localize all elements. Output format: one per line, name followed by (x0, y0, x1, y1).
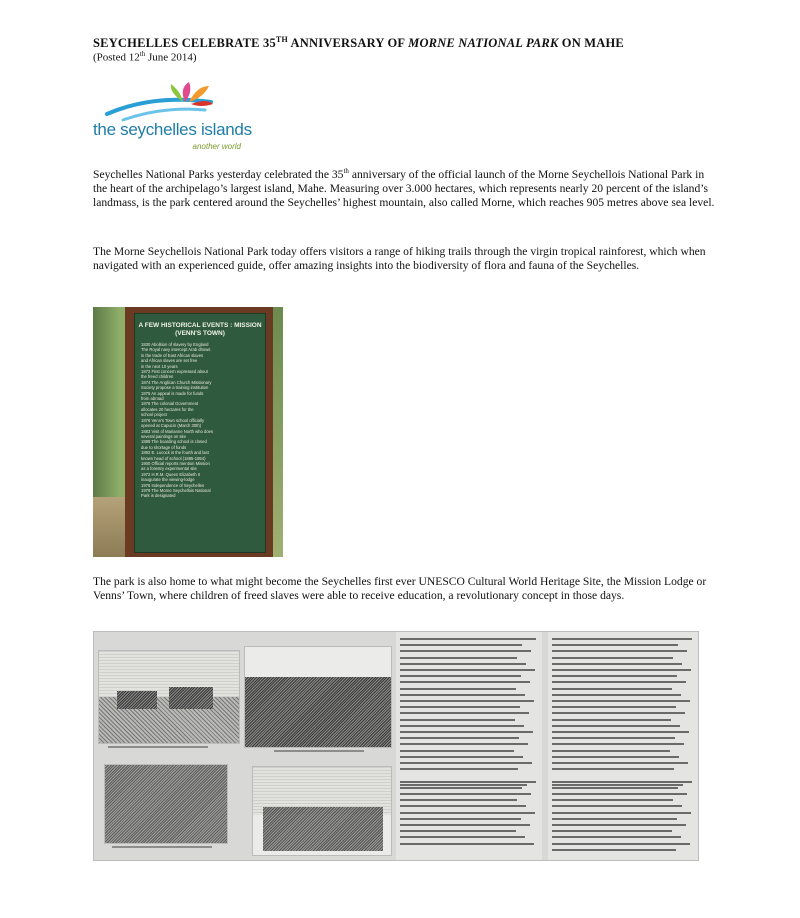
paragraph-hiking-trails: The Morne Seychellois National Park today offers visitors a range of hiking trails through the virgin tropical rainforest, which when navigated with an experienced guide, offer amazing insights into the biodiversity of flora and fauna of the Seychelles. (93, 245, 706, 273)
panel-text-line (400, 706, 520, 708)
panel-text-line (400, 694, 525, 696)
sign-event-line: Park is designated (141, 493, 176, 499)
sign-event-line: several paintings on site (141, 433, 186, 439)
panel-text-line (552, 725, 680, 727)
panel-text-line (552, 818, 677, 820)
headline-text: SEYCHELLES CELEBRATE 35 (93, 36, 276, 51)
engraving-village (98, 650, 240, 744)
panel-text-column-french (396, 632, 542, 860)
panel-text-line (552, 805, 682, 807)
panel-text-line (400, 750, 514, 752)
panel-text-line (400, 719, 515, 721)
panel-text-line (552, 737, 675, 739)
panel-text-line (552, 756, 679, 758)
engraving-classroom (244, 646, 392, 748)
sign-event-line: 1876 The colonial Government (141, 401, 199, 407)
posted-superscript: th (139, 50, 146, 58)
panel-text-line (552, 700, 690, 702)
sign-event-line: The Royal navy intercept Arab dhows (141, 347, 211, 353)
panel-text-line (400, 818, 521, 820)
headline-text-3: ON MAHE (558, 36, 624, 51)
panel-text-line (400, 787, 522, 789)
historical-sign-photo (93, 307, 283, 557)
sign-event-line: 1972 H.R.M. Queen Elizabeth II (141, 471, 201, 477)
panel-text-line (400, 756, 523, 758)
panel-text-line (552, 799, 673, 801)
sign-event-line: 1892 E. Lucock is the fourth and last (141, 450, 209, 456)
mission-history-panel-photo (93, 631, 699, 861)
panel-text-line (552, 731, 689, 733)
panel-text-line (400, 743, 528, 745)
sign-events-list (141, 342, 261, 499)
engraving-hut-2 (169, 687, 213, 709)
panel-text-line (552, 712, 685, 714)
sign-board (125, 307, 273, 557)
panel-text-line (400, 762, 532, 764)
panel-text-line (400, 793, 531, 795)
engraving-crowd (245, 677, 391, 747)
paragraph-anniversary (93, 168, 715, 211)
panel-text-line (552, 812, 691, 814)
paragraph-anniversary-superscript: th (343, 167, 349, 176)
panel-text-line (552, 719, 671, 721)
sign-event-line: 1883 Visit of Marianne North who does (141, 428, 214, 434)
engraving-caption-2 (274, 750, 364, 752)
panel-text-line (400, 644, 522, 646)
sign-panel (134, 313, 266, 553)
engraving-trees (105, 765, 227, 843)
sign-event-line: 1900 Official reports mention Mission (141, 460, 210, 466)
panel-text-line (400, 737, 519, 739)
panel-text-line (400, 731, 533, 733)
sign-event-line: due to shortage of funds (141, 444, 187, 450)
panel-text-line (552, 781, 692, 783)
logo-tagline: another world (192, 142, 241, 151)
panel-text-line (400, 843, 534, 845)
panel-text-line (552, 849, 676, 851)
panel-text-line (552, 824, 686, 826)
engraving-hut (117, 691, 157, 709)
sign-event-line: 1872 First concern expressed about (141, 369, 208, 375)
panel-text-line (400, 836, 525, 838)
posted-text: (Posted 12 (93, 51, 140, 64)
sign-event-line: in the next 10 years (141, 363, 178, 369)
panel-text-line (552, 675, 677, 677)
panel-text-line (552, 830, 672, 832)
posted-date (93, 50, 197, 64)
seychelles-logo (93, 80, 252, 158)
panel-text-line (400, 781, 536, 783)
panel-text-line (400, 805, 526, 807)
sign-event-line: from abroad (141, 396, 164, 402)
logo-swoosh-2 (123, 109, 205, 120)
panel-text-line (400, 700, 534, 702)
panel-text-line (400, 824, 530, 826)
sign-event-line: allocates 20 hectares for the (141, 406, 194, 412)
engraving-figures (263, 807, 383, 851)
headline-text-2: ANNIVERSARY OF (287, 36, 409, 51)
engraving-caption (108, 746, 208, 748)
paragraph-anniversary-text-2: anniversary of the official launch of the Morne Seychellois National Park in the heart of the archipelago’s largest island, Mahe. Measuring over 3.000 hectares, which represents nearly 20 percent of the island’s landmass, is the park centered around the Seychelles’ highest mountain, also called Morne, which reaches 905 metres above sea level. (93, 168, 715, 210)
panel-text-line (552, 663, 682, 665)
panel-text-line (552, 743, 684, 745)
logo-wordmark: the seychelles islands (93, 120, 252, 139)
paragraph-unesco: The park is also home to what might become the Seychelles first ever UNESCO Cultural World Heritage Site, the Mission Lodge or Venns’ Town, where children of freed slaves were able to receive education, a revolutionary concept in those days. (93, 575, 707, 603)
panel-text-line (400, 638, 536, 640)
headline (93, 35, 753, 51)
panel-text-line (552, 787, 678, 789)
panel-text-line (400, 657, 517, 659)
engraving-caption-3 (112, 846, 212, 848)
logo-graphic (93, 80, 243, 122)
engraving-forest (104, 764, 228, 844)
panel-text-line (400, 663, 526, 665)
sign-event-line: school project (141, 412, 167, 418)
panel-text-line (552, 657, 673, 659)
panel-text-line (552, 669, 691, 671)
sign-event-line: 1876 Venn's Town school officially (141, 417, 205, 423)
panel-text-column-english (548, 632, 698, 860)
paragraph-anniversary-text: Seychelles National Parks yesterday celebrated the 35 (93, 168, 344, 181)
posted-text-2: June 2014) (145, 51, 197, 64)
panel-text-line (400, 675, 521, 677)
sign-event-line: 1976 Independence of Seychelles (141, 482, 205, 488)
panel-text-line (400, 725, 524, 727)
headline-superscript: TH (275, 35, 288, 44)
panel-text-line (552, 644, 678, 646)
panel-text-line (552, 706, 676, 708)
panel-text-line (552, 750, 670, 752)
panel-text-line (400, 768, 518, 770)
panel-text-line (552, 650, 687, 652)
sign-event-line: 1979 The Morne Seychellois National (141, 487, 211, 493)
panel-text-line (400, 830, 516, 832)
sign-event-line: opened at Capucin (March 30th) (141, 423, 202, 429)
panel-text-line (552, 843, 690, 845)
engraving-hunters (252, 766, 392, 856)
sign-event-line: 1889 The boarding school is closed (141, 439, 207, 445)
panel-text-line (400, 688, 516, 690)
panel-text-line (552, 694, 681, 696)
sign-event-line: known head of school (1885-1894) (141, 455, 206, 461)
panel-text-line (400, 712, 529, 714)
panel-text-line (400, 799, 517, 801)
sign-event-line: Society propose a training institution (141, 385, 209, 391)
sign-event-line: 1874 The Anglican Church Missionary (141, 379, 212, 385)
headline-park-name: MORNE NATIONAL PARK (408, 36, 559, 51)
sign-event-line: 1875 An appeal is made for funds (141, 390, 204, 396)
sign-event-line: and African slaves are set free (141, 358, 198, 364)
panel-text-line (400, 681, 530, 683)
sign-event-line: inaugurate the viewing-lodge (141, 477, 195, 483)
panel-text-line (552, 768, 674, 770)
panel-text-line (552, 638, 692, 640)
panel-text-line (400, 650, 531, 652)
sign-title: A FEW HISTORICAL EVENTS : MISSION (VENN'S TOWN) (138, 322, 262, 337)
sign-event-line: in the trade of East African slaves (141, 352, 204, 358)
sign-event-line: as a forestry experimental site (141, 466, 197, 472)
panel-text-line (552, 793, 687, 795)
panel-text-line (552, 762, 688, 764)
sign-event-line: 1830 Abolition of slavery by England (141, 342, 209, 347)
panel-text-line (400, 669, 535, 671)
panel-text-line (552, 681, 686, 683)
panel-text-line (400, 812, 535, 814)
panel-text-line (552, 688, 672, 690)
panel-text-line (552, 836, 681, 838)
sign-event-line: the freed children (141, 374, 174, 380)
